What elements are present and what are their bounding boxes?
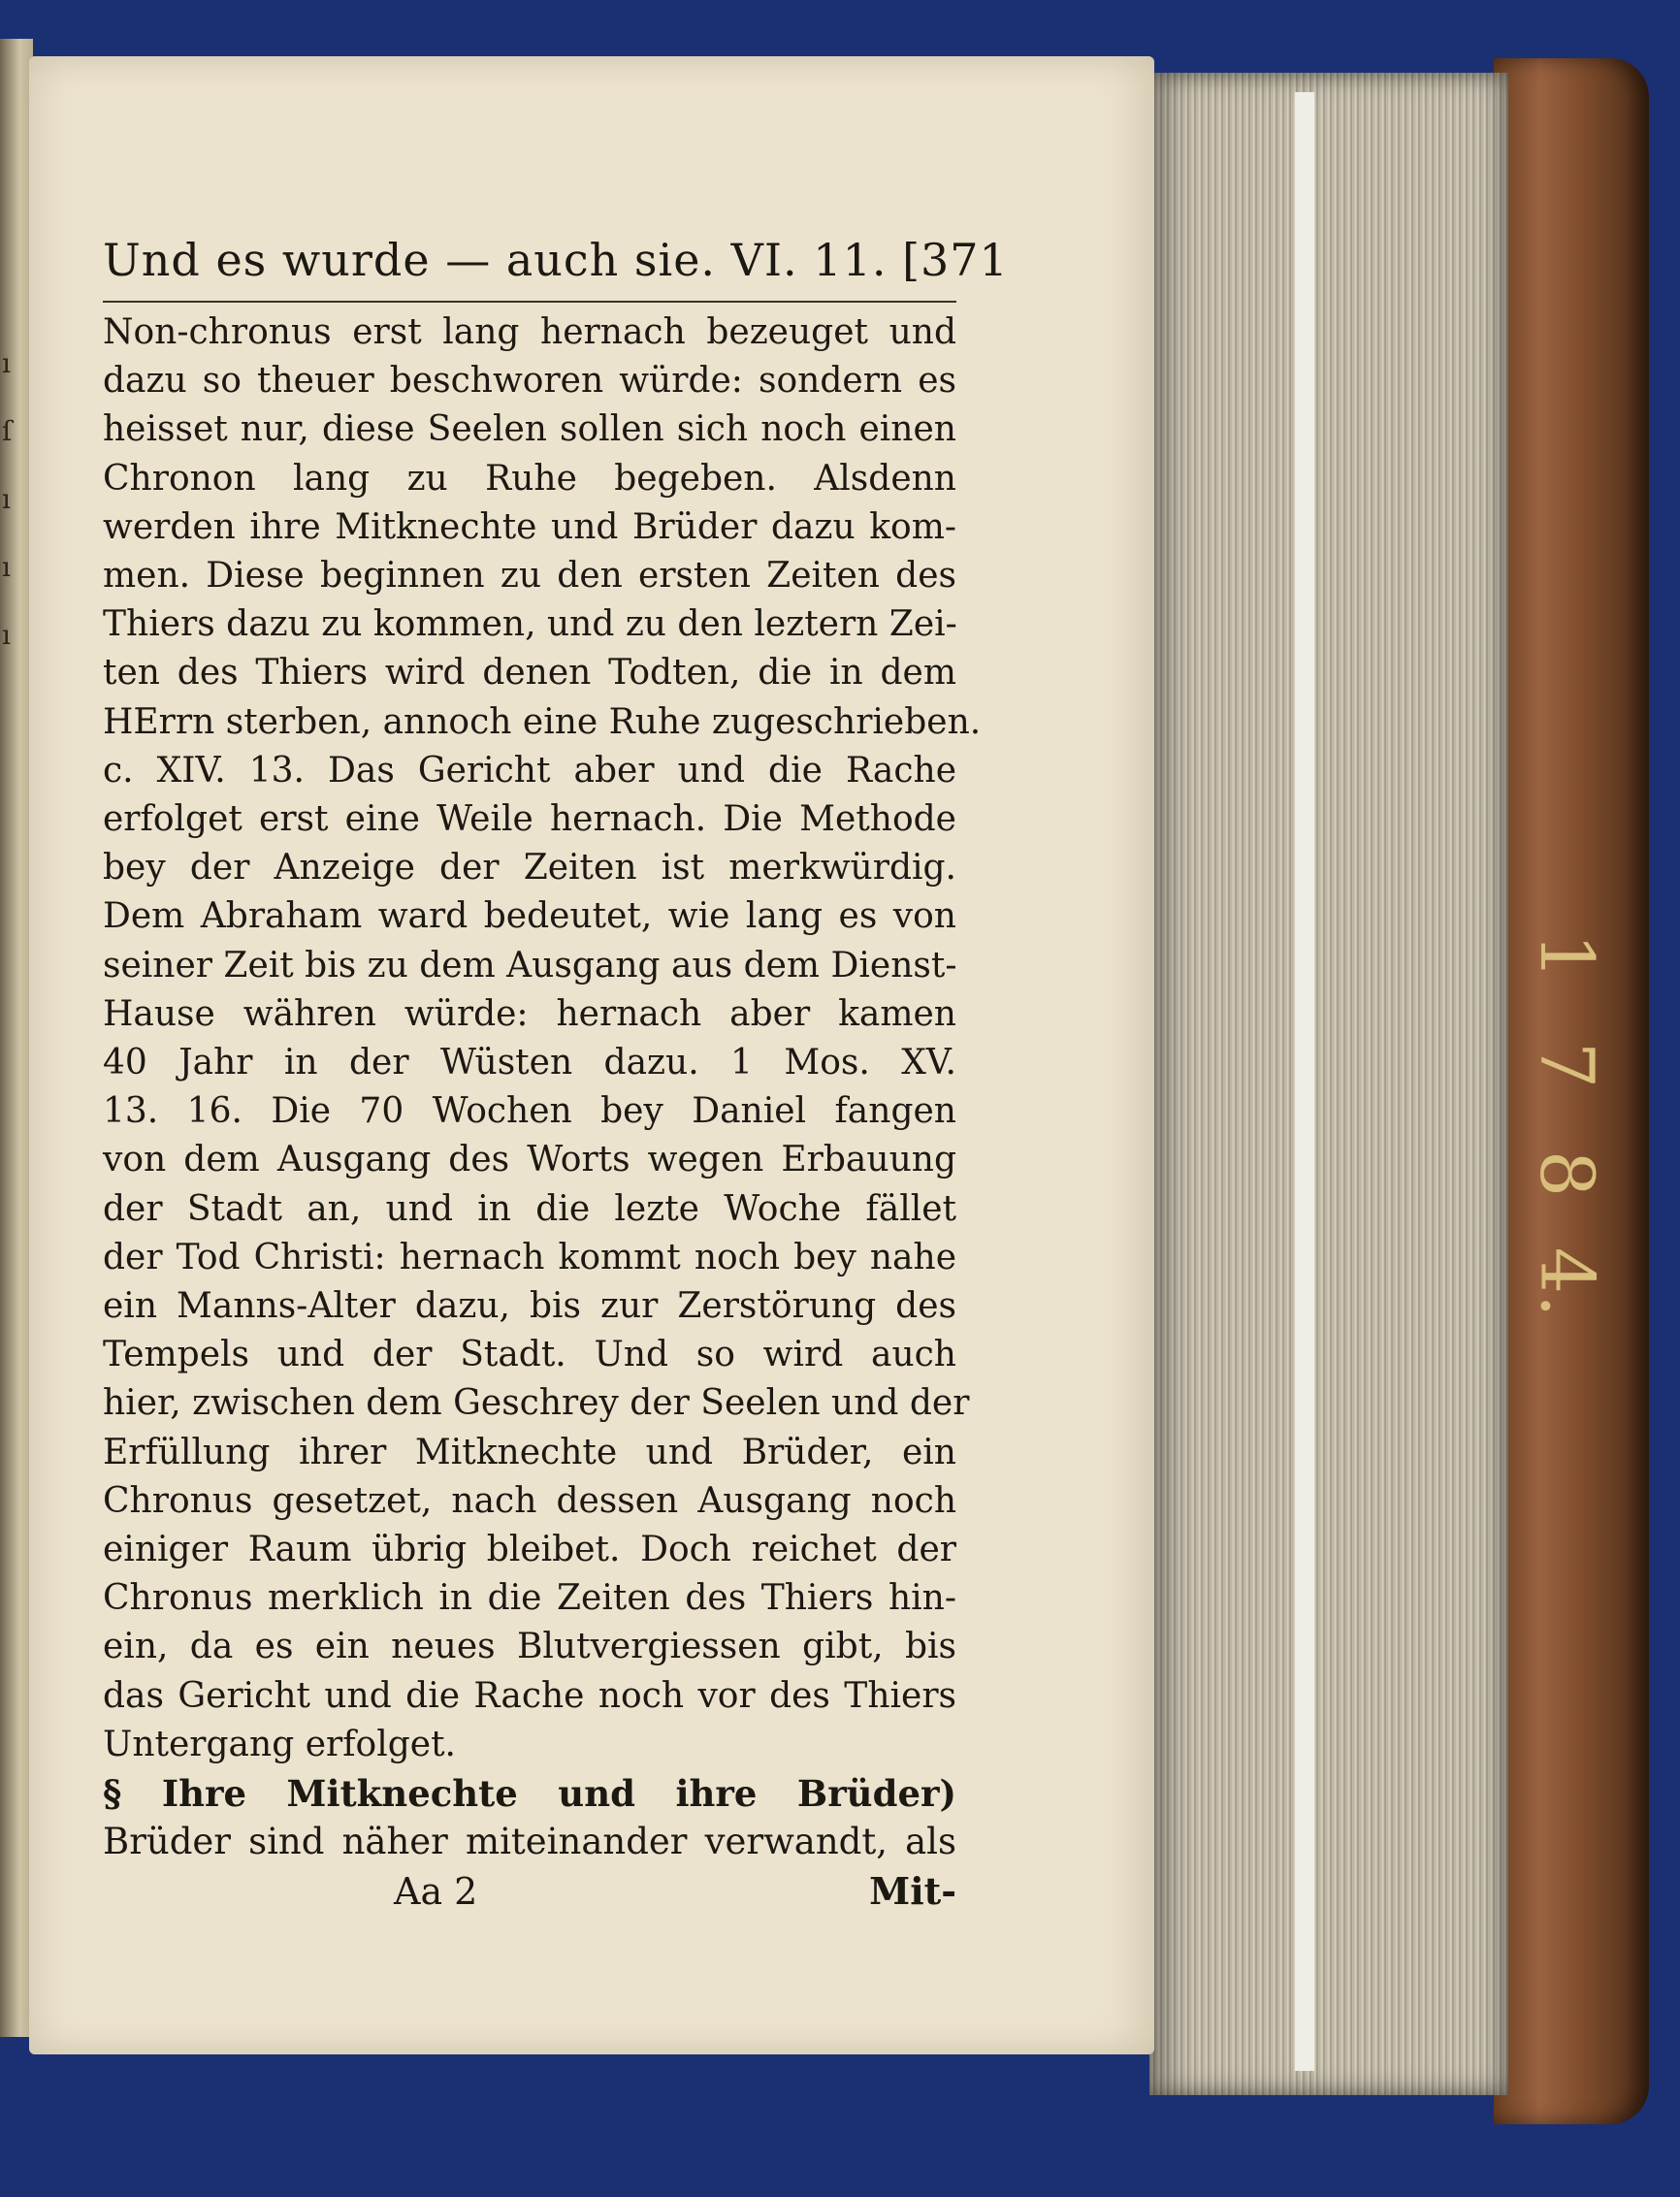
spine-digit: 7 <box>1523 1041 1610 1089</box>
note-line: Brüder sind näher miteinander verwandt, als <box>103 1821 956 1863</box>
spine-digit: 1 <box>1523 932 1610 981</box>
signature-mark: Aa 2 <box>394 1870 478 1914</box>
text-line: einiger Raum übrig bleibet. Doch reichet der <box>103 1530 956 1570</box>
text-line: bey der Anzeige der Zeiten ist merkwürdig. <box>103 848 956 888</box>
text-line: das Gericht und die Rache noch vor des Thiers <box>103 1675 956 1716</box>
catchword: Mit- <box>869 1869 956 1914</box>
text-line: Erfüllung ihrer Mitknechte und Brüder, ein <box>103 1432 956 1472</box>
text-line: 40 Jahr in der Wüsten dazu. 1 Mos. XV. <box>103 1043 956 1083</box>
note-heading: § Ihre Mitknechte und ihre Brüder) <box>103 1772 956 1816</box>
text-line: Dem Abraham ward bedeutet, wie lang es von <box>103 896 956 937</box>
page-block-edge <box>1149 73 1508 2095</box>
text-line: ein, da es ein neues Blutvergiessen gibt, bis <box>103 1627 956 1667</box>
text-line: Thiers dazu zu kommen, und zu den leztern Zei- <box>103 604 957 645</box>
text-line: seiner Zeit bis zu dem Ausgang aus dem Dienst- <box>103 945 957 985</box>
book-page <box>29 56 1154 2054</box>
spine-digit: 8 <box>1523 1149 1610 1198</box>
text-line: der Stadt an, und in die lezte Woche fället <box>103 1188 956 1229</box>
text-line: erfolget erst eine Weile hernach. Die Methode <box>103 799 956 840</box>
page-text-block <box>103 231 1009 1917</box>
text-line: heisset nur, diese Seelen sollen sich noch einen <box>103 409 956 450</box>
text-line: der Tod Christi: hernach kommt noch bey nahe <box>103 1237 956 1277</box>
spine-label <box>1513 902 1620 1337</box>
text-line: Non-chronus erst lang hernach bezeuget und <box>103 312 956 352</box>
running-head: Und es wurde — auch sie. VI. 11. [371 <box>103 231 956 303</box>
previous-page-edge <box>0 39 33 2037</box>
spine-digit: 4. <box>1523 1246 1610 1318</box>
body-text <box>103 308 982 1769</box>
text-line: ten des Thiers wird denen Todten, die in dem <box>103 653 956 694</box>
text-line: Untergang erfolget. <box>103 1724 456 1764</box>
text-line: HErrn sterben, annoch eine Ruhe zugeschrieben. <box>103 701 982 742</box>
page-footer <box>103 1866 956 1917</box>
text-line: hier, zwischen dem Geschrey der Seelen und der <box>103 1383 970 1424</box>
text-line: werden ihre Mitknechte und Brüder dazu kom- <box>103 506 956 547</box>
text-line: von dem Ausgang des Worts wegen Erbauung <box>103 1140 956 1180</box>
text-line: Chronus gesetzet, nach dessen Ausgang noch <box>103 1480 956 1521</box>
text-line: c. XIV. 13. Das Gericht aber und die Rache <box>103 750 956 791</box>
text-line: Hause währen würde: hernach aber kamen <box>103 993 956 1034</box>
text-line: dazu so theuer beschworen würde: sondern es <box>103 361 956 402</box>
previous-page-marks: ı ſ ı ı ı <box>2 347 13 651</box>
text-line: Tempels und der Stadt. Und so wird auch <box>103 1335 956 1375</box>
text-line: Chronus merklich in die Zeiten des Thiers hin- <box>103 1578 956 1619</box>
text-line: Chronon lang zu Ruhe begeben. Alsdenn <box>103 458 956 499</box>
text-line: 13. 16. Die 70 Wochen bey Daniel fangen <box>103 1091 956 1132</box>
text-line: men. Diese beginnen zu den ersten Zeiten des <box>103 556 956 597</box>
text-line: ein Manns-Alter dazu, bis zur Zerstörung des <box>103 1286 956 1327</box>
